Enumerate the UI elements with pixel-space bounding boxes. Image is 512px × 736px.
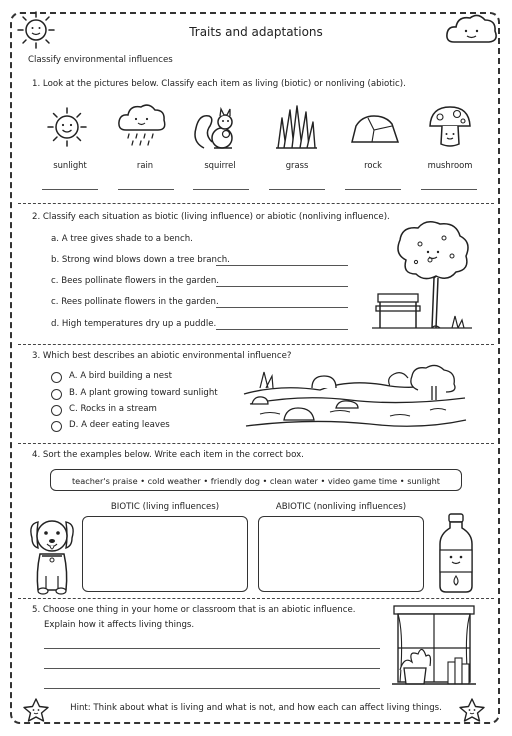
option-a-radio[interactable] <box>51 372 62 383</box>
q5-prompt-2: Explain how it affects living things. <box>44 620 195 630</box>
q2-prompt: 2. Classify each situation as biotic (living influence) or abiotic (nonliving influence). <box>32 212 390 222</box>
sun-icon <box>45 105 89 149</box>
answer-line[interactable] <box>193 189 249 190</box>
option-c-radio[interactable] <box>51 405 62 416</box>
option-b-radio[interactable] <box>51 389 62 400</box>
q1-prompt: 1. Look at the pictures below. Classify each item as living (biotic) or nonliving (abiotic). <box>32 79 406 89</box>
q2-item-c: c. Bees pollinate flowers in the garden. <box>51 276 219 286</box>
rain-cloud-icon <box>117 102 167 148</box>
dog-icon <box>26 516 78 596</box>
word-bank-items: teacher's praise • cold weather • friendly dog • clean water • video game time • sunlight <box>71 476 441 486</box>
item-label-rain: rain <box>136 160 154 170</box>
window-plant-illustration <box>390 604 478 692</box>
squirrel-icon <box>192 104 242 152</box>
item-label-grass: grass <box>285 160 309 170</box>
biotic-box-label: BIOTIC (living influences) <box>110 502 220 512</box>
answer-line[interactable] <box>216 286 348 287</box>
page-title: Traits and adaptations <box>189 25 323 39</box>
answer-line[interactable] <box>216 329 348 330</box>
section-divider <box>18 443 494 444</box>
item-label-rock: rock <box>364 160 382 170</box>
answer-line[interactable] <box>345 189 401 190</box>
q2-item-d: d. High temperatures dry up a puddle. <box>51 319 217 329</box>
q3-prompt: 3. Which best describes an abiotic environmental influence? <box>32 351 292 361</box>
answer-line[interactable] <box>118 189 174 190</box>
q2-item-c2: c. Rees pollinate flowers in the garden. <box>51 297 219 307</box>
rock-icon <box>348 112 400 146</box>
section-heading: Classify environmental influences <box>28 55 173 65</box>
item-label-sunlight: sunlight <box>53 160 87 170</box>
q5-prompt: 5. Choose one thing in your home or classroom that is an abiotic influence. <box>32 605 356 615</box>
option-a-label: A. A bird building a nest <box>69 371 172 381</box>
mushroom-icon <box>427 104 473 150</box>
biotic-answer-box[interactable] <box>82 516 248 592</box>
option-d-radio[interactable] <box>51 421 62 432</box>
answer-line[interactable] <box>216 265 348 266</box>
answer-line[interactable] <box>44 668 380 669</box>
tree-bench-illustration <box>372 220 474 332</box>
grass-icon <box>272 104 320 150</box>
word-bank <box>50 469 462 491</box>
item-label-mushroom: mushroom <box>427 160 473 170</box>
answer-line[interactable] <box>44 648 380 649</box>
q2-item-b: b. Strong wind blows down a tree branch. <box>51 255 230 265</box>
q4-prompt: 4. Sort the examples below. Write each item in the correct box. <box>32 450 304 460</box>
answer-line[interactable] <box>42 189 98 190</box>
q2-item-a: a. A tree gives shade to a bench. <box>51 234 193 244</box>
item-label-squirrel: squirrel <box>204 160 236 170</box>
abiotic-answer-box[interactable] <box>258 516 424 592</box>
answer-line[interactable] <box>216 307 348 308</box>
answer-line[interactable] <box>421 189 477 190</box>
option-b-label: B. A plant growing toward sunlight <box>69 388 218 398</box>
option-d-label: D. A deer eating leaves <box>69 420 170 430</box>
hint-text: Hint: Think about what is living and what is not, and how each can affect living things. <box>70 703 442 713</box>
answer-line[interactable] <box>44 688 380 689</box>
water-bottle-icon <box>436 512 476 594</box>
section-divider <box>18 344 494 345</box>
answer-line[interactable] <box>269 189 325 190</box>
stream-scene-illustration <box>240 360 470 438</box>
abiotic-box-label: ABIOTIC (nonliving influences) <box>275 502 407 512</box>
section-divider <box>18 203 494 204</box>
option-c-label: C. Rocks in a stream <box>69 404 157 414</box>
section-divider <box>18 598 494 599</box>
